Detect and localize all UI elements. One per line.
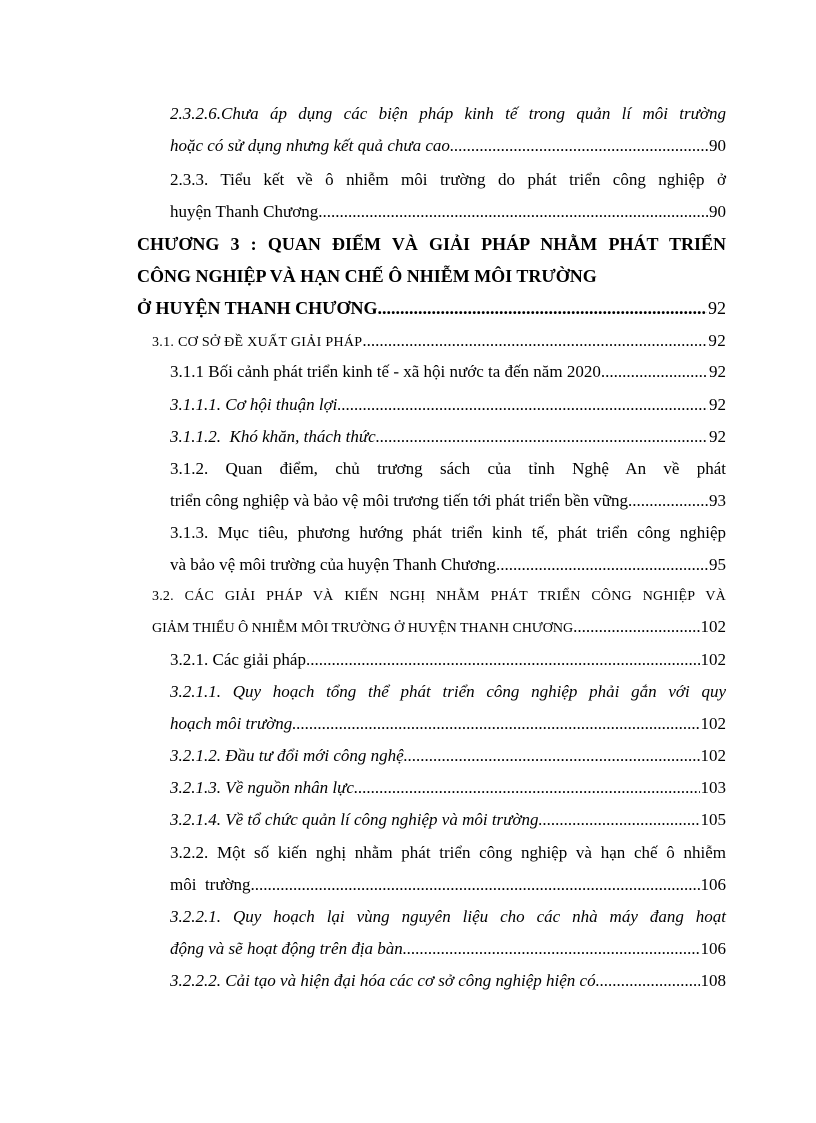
toc-entry-3-2-1-4[interactable] — [170, 810, 726, 830]
toc-line: 2.3.2.6.Chưa áp dụng các biện pháp kinh tế trong quản lí môi trường — [170, 104, 726, 123]
toc-entry-text: 3.1. CƠ SỞ ĐỀ XUẤT GIẢI PHÁP — [152, 335, 363, 350]
leader-dots — [601, 362, 708, 382]
toc-entry-3-2-2-1[interactable] — [170, 939, 726, 959]
leader-dots — [306, 650, 700, 670]
toc-page-number: 90 — [709, 136, 726, 155]
leader-dots — [404, 746, 700, 766]
toc-page-number: 90 — [709, 202, 726, 221]
toc-entry-text: và bảo vệ môi trường của huyện Thanh Chương. — [170, 555, 501, 574]
toc-page-number: 102 — [700, 714, 726, 733]
toc-entry-3-1-1[interactable] — [170, 362, 726, 382]
leader-dots — [403, 939, 700, 959]
toc-page-number: 103 — [700, 778, 726, 797]
toc-entry-3-2-1[interactable] — [170, 650, 726, 670]
toc-entry-text: động và sẽ hoạt động trên địa bàn — [170, 939, 403, 958]
leader-dots — [500, 555, 708, 575]
toc-page-number: 105 — [700, 810, 726, 829]
leader-dots — [354, 778, 700, 798]
toc-entry-text: Ở HUYỆN THANH CHƯƠNG — [137, 298, 378, 318]
toc-entry-3-1-2[interactable] — [170, 491, 726, 511]
toc-page-number: 102 — [700, 746, 726, 765]
toc-page-number: 106 — [700, 939, 726, 958]
chapter-title-line: CHƯƠNG 3 : QUAN ĐIỂM VÀ GIẢI PHÁP NHẰM PHÁT TRIỂN — [137, 234, 726, 254]
toc-entry-text: triển công nghiệp và bảo vệ môi trương tiến tới phát triển bền vững. — [170, 491, 633, 510]
chapter-title-line: CÔNG NGHIỆP VÀ HẠN CHẾ Ô NHIỄM MÔI TRƯỜNG — [137, 266, 597, 286]
leader-dots — [251, 875, 700, 895]
leader-dots — [573, 617, 699, 637]
toc-entry-3-2[interactable] — [152, 617, 726, 639]
leader-dots — [376, 427, 708, 447]
toc-entry-3-1-1-1[interactable] — [170, 395, 726, 415]
toc-entry-text: hoặc có sử dụng nhưng kết quả chưa cao — [170, 136, 450, 155]
toc-line: 3.2.2. Một số kiến nghị nhằm phát triển công nghiệp và hạn chế ô nhiễm — [170, 843, 726, 862]
toc-entry-chapter-3[interactable] — [137, 298, 726, 318]
toc-page-number: 93 — [709, 491, 726, 510]
leader-dots — [378, 298, 707, 318]
toc-entry-3-1[interactable] — [152, 331, 726, 353]
leader-dots — [450, 136, 708, 156]
toc-entry-text: 3.2.1.3. Về nguồn nhân lực — [170, 778, 354, 797]
toc-entry-3-2-1-3[interactable] — [170, 778, 726, 798]
toc-entry-text: 3.2.1.4. Về tổ chức quản lí công nghiệp và môi trường — [170, 810, 539, 829]
toc-entry-3-1-3[interactable] — [170, 555, 726, 575]
toc-page-number: 102 — [700, 650, 726, 669]
toc-page-number: 95 — [709, 555, 726, 574]
toc-page-number: 102 — [700, 617, 726, 636]
toc-line: 3.1.3. Mục tiêu, phương hướng phát triển kinh tế, phát triển công nghiệp — [170, 523, 726, 542]
toc-line: 2.3.3. Tiểu kết về ô nhiễm môi trường do phát triển công nghiệp ở — [170, 170, 726, 189]
toc-entry-text: 3.1.1.2. Khó khăn, thách thức — [170, 427, 376, 446]
leader-dots — [632, 491, 708, 511]
toc-page-number: 92 — [709, 395, 726, 414]
leader-dots — [596, 971, 700, 991]
toc-entry-text: 3.2.1.2. Đầu tư đổi mới công nghệ — [170, 746, 404, 765]
toc-page-number: 92 — [708, 298, 726, 318]
toc-entry-2-3-2-6[interactable] — [170, 136, 726, 156]
toc-entry-3-2-1-2[interactable] — [170, 746, 726, 766]
toc-line: 3.2. CÁC GIẢI PHÁP VÀ KIẾN NGHỊ NHẰM PHÁT TRIỂN CÔNG NGHIỆP VÀ — [152, 589, 726, 604]
toc-entry-text: 3.1.1 Bối cảnh phát triển kinh tế - xã hội nước ta đến năm 2020 — [170, 362, 601, 381]
leader-dots — [292, 714, 699, 734]
toc-page-number: 92 — [709, 362, 726, 381]
toc-entry-2-3-3[interactable] — [170, 202, 726, 222]
leader-dots — [337, 395, 708, 415]
toc-entry-3-1-1-2[interactable] — [170, 427, 726, 447]
leader-dots — [539, 810, 700, 830]
toc-line: 3.2.2.1. Quy hoạch lại vùng nguyên liệu cho các nhà máy đang hoạt — [170, 907, 726, 926]
toc-entry-text: hoạch môi trường — [170, 714, 293, 733]
toc-page-number: 106 — [700, 875, 726, 894]
leader-dots — [318, 202, 708, 222]
toc-entry-3-2-2-2[interactable] — [170, 971, 726, 991]
toc-entry-text: 3.1.1.1. Cơ hội thuận lợi — [170, 395, 338, 414]
toc-entry-text: 3.2.2.2. Cải tạo và hiện đại hóa các cơ sở công nghiệp hiện có — [170, 971, 596, 990]
toc-entry-text: môi trường — [170, 875, 251, 894]
toc-page-number: 92 — [709, 427, 726, 446]
toc-entry-text: GIẢM THIỂU Ô NHIỄM MÔI TRƯỜNG Ở HUYỆN THANH CHƯƠNG — [152, 621, 574, 636]
toc-entry-text: 3.2.1. Các giải pháp — [170, 650, 306, 669]
toc-entry-3-2-2[interactable] — [170, 875, 726, 895]
toc-entry-3-2-1-1[interactable] — [170, 714, 726, 734]
leader-dots — [362, 331, 707, 351]
toc-entry-text: huyện Thanh Chương — [170, 202, 319, 221]
toc-line: 3.2.1.1. Quy hoạch tổng thể phát triển công nghiệp phải gắn với quy — [170, 682, 726, 701]
toc-page-number: 108 — [700, 971, 726, 990]
toc-line: 3.1.2. Quan điểm, chủ trương sách của tỉnh Nghệ An về phát — [170, 459, 726, 478]
toc-page-number: 92 — [708, 331, 726, 350]
